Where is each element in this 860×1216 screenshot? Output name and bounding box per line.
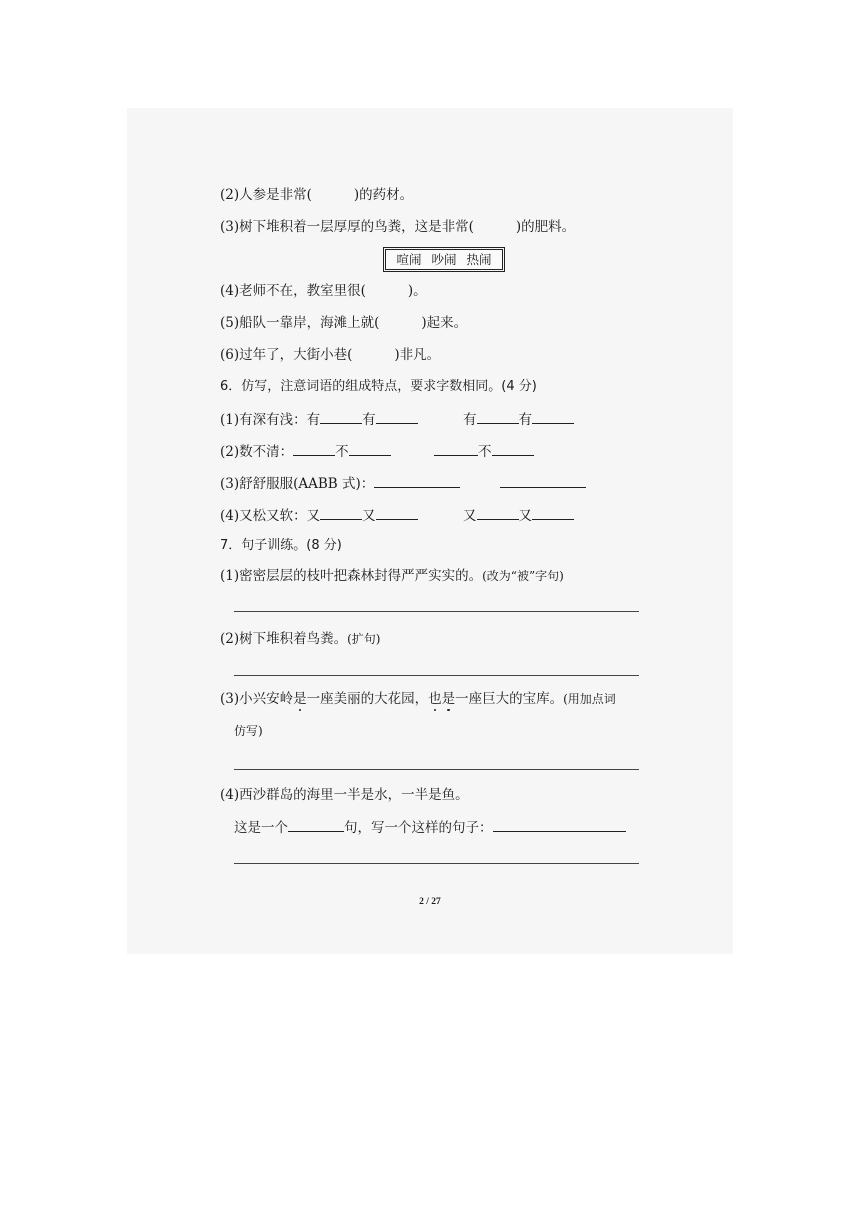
answer-line: [234, 611, 639, 612]
q6-item-4-char: 又: [518, 508, 532, 524]
q7-title: 7．句子训练。(8 分): [220, 538, 342, 553]
word-option: 喧闹: [396, 252, 422, 267]
q5-item-6: [220, 346, 440, 364]
q6-item-1: [220, 410, 418, 429]
q5-item-2-text-b: )的药材。: [353, 187, 414, 203]
blank-line: [293, 442, 335, 456]
word-bank-box: [385, 249, 503, 270]
blank-line: [376, 506, 418, 520]
dotted-word: 是: [293, 691, 307, 707]
q7-sentence-2: [220, 630, 381, 648]
q6-item-2-prefix: (2)数不清：: [220, 444, 294, 460]
q6-item-2-mid: 不: [478, 444, 492, 460]
q7-sentence-4-prompt-b: 句，写一个这样的句子：: [344, 820, 493, 836]
answer-line: [234, 863, 639, 864]
dotted-word: 也: [428, 691, 442, 707]
q6-item-1-char: 有: [463, 412, 477, 428]
blank-line: [500, 474, 586, 488]
q7-sentence-4: (4)西沙群岛的海里一半是水，一半是鱼。: [220, 787, 469, 803]
q7-sentence-4-prompt: [234, 818, 626, 837]
q5-item-2-text-a: (2)人参是非常(: [220, 187, 312, 203]
q5-item-4-text-b: )。: [407, 283, 427, 299]
blank-line: [320, 506, 362, 520]
blank-line: [434, 442, 478, 456]
dotted-word: 是: [441, 691, 456, 707]
blank-line: [477, 410, 519, 424]
q6-item-1-char: 有: [518, 412, 532, 428]
q6-item-3-prefix: (3)舒舒服服(AABB 式)：: [220, 476, 375, 492]
q5-item-4-text-a: (4)老师不在，教室里很(: [220, 283, 366, 299]
q7-sentence-3-text-a: (3)小兴安岭: [220, 691, 294, 707]
q5-item-3-text-b: )的肥料。: [515, 219, 576, 235]
q6-item-4-char: 又: [463, 508, 477, 524]
q6-item-4-b: [463, 506, 574, 525]
blank-line: [493, 818, 626, 832]
word-option: 热闹: [466, 252, 492, 267]
q5-item-6-text-b: )非凡。: [394, 347, 441, 363]
q6-item-2-mid: 不: [335, 444, 349, 460]
blank-line: [532, 410, 574, 424]
q6-title: 6．仿写，注意词语的组成特点，要求字数相同。(4 分): [220, 379, 537, 394]
q6-item-2-b: [434, 442, 534, 461]
q5-item-4: [220, 282, 427, 300]
q7-sentence-3-note-cont: 仿写): [234, 724, 263, 738]
blank-line: [532, 506, 574, 520]
q6-item-1-b: [463, 410, 574, 429]
q7-sentence-3-text-c: 一座巨大的宝库。: [455, 691, 564, 707]
q6-item-1-prefix: (1)有深有浅：有: [220, 412, 321, 428]
q5-item-2: [220, 186, 413, 204]
q6-item-3-b: [500, 474, 586, 493]
blank-line: [349, 442, 391, 456]
q6-item-1-mid: 有: [362, 412, 376, 428]
q6-item-2: [220, 442, 391, 461]
blank-line: [477, 506, 519, 520]
q5-item-5-text-b: )起来。: [421, 315, 468, 331]
q5-item-5: [220, 314, 467, 332]
q7-sentence-3-note: (用加点词: [563, 692, 616, 706]
blank-line: [492, 442, 534, 456]
q6-item-4: [220, 506, 418, 525]
q7-sentence-1: [220, 567, 564, 585]
q7-sentence-1-note: (改为“被”字句): [482, 569, 564, 583]
q7-sentence-4-prompt-a: 这是一个: [234, 820, 288, 836]
page-number: 2 / 27: [419, 897, 441, 907]
q5-item-6-text-a: (6)过年了，大街小巷(: [220, 347, 353, 363]
q6-item-4-mid: 又: [362, 508, 376, 524]
q6-item-4-prefix: (4)又松又软：又: [220, 508, 321, 524]
q6-item-3: [220, 474, 460, 493]
q5-item-5-text-a: (5)船队一靠岸，海滩上就(: [220, 315, 380, 331]
q5-item-3: [220, 218, 575, 236]
blank-line: [374, 474, 460, 488]
q7-sentence-2-text: (2)树下堆积着鸟粪。: [220, 631, 348, 647]
q7-sentence-1-text: (1)密密层层的枝叶把森林封得严严实实的。: [220, 568, 483, 584]
blank-line: [320, 410, 362, 424]
blank-line: [288, 818, 344, 832]
q7-sentence-3: [220, 690, 616, 708]
word-option: 吵闹: [431, 252, 457, 267]
q7-sentence-2-note: (扩句): [347, 632, 381, 646]
answer-line: [234, 769, 639, 770]
answer-line: [234, 675, 639, 676]
q5-item-3-text-a: (3)树下堆积着一层厚厚的鸟粪，这是非常(: [220, 219, 474, 235]
blank-line: [376, 410, 418, 424]
q7-sentence-3-text-b: 一座美丽的大花园，: [306, 691, 429, 707]
